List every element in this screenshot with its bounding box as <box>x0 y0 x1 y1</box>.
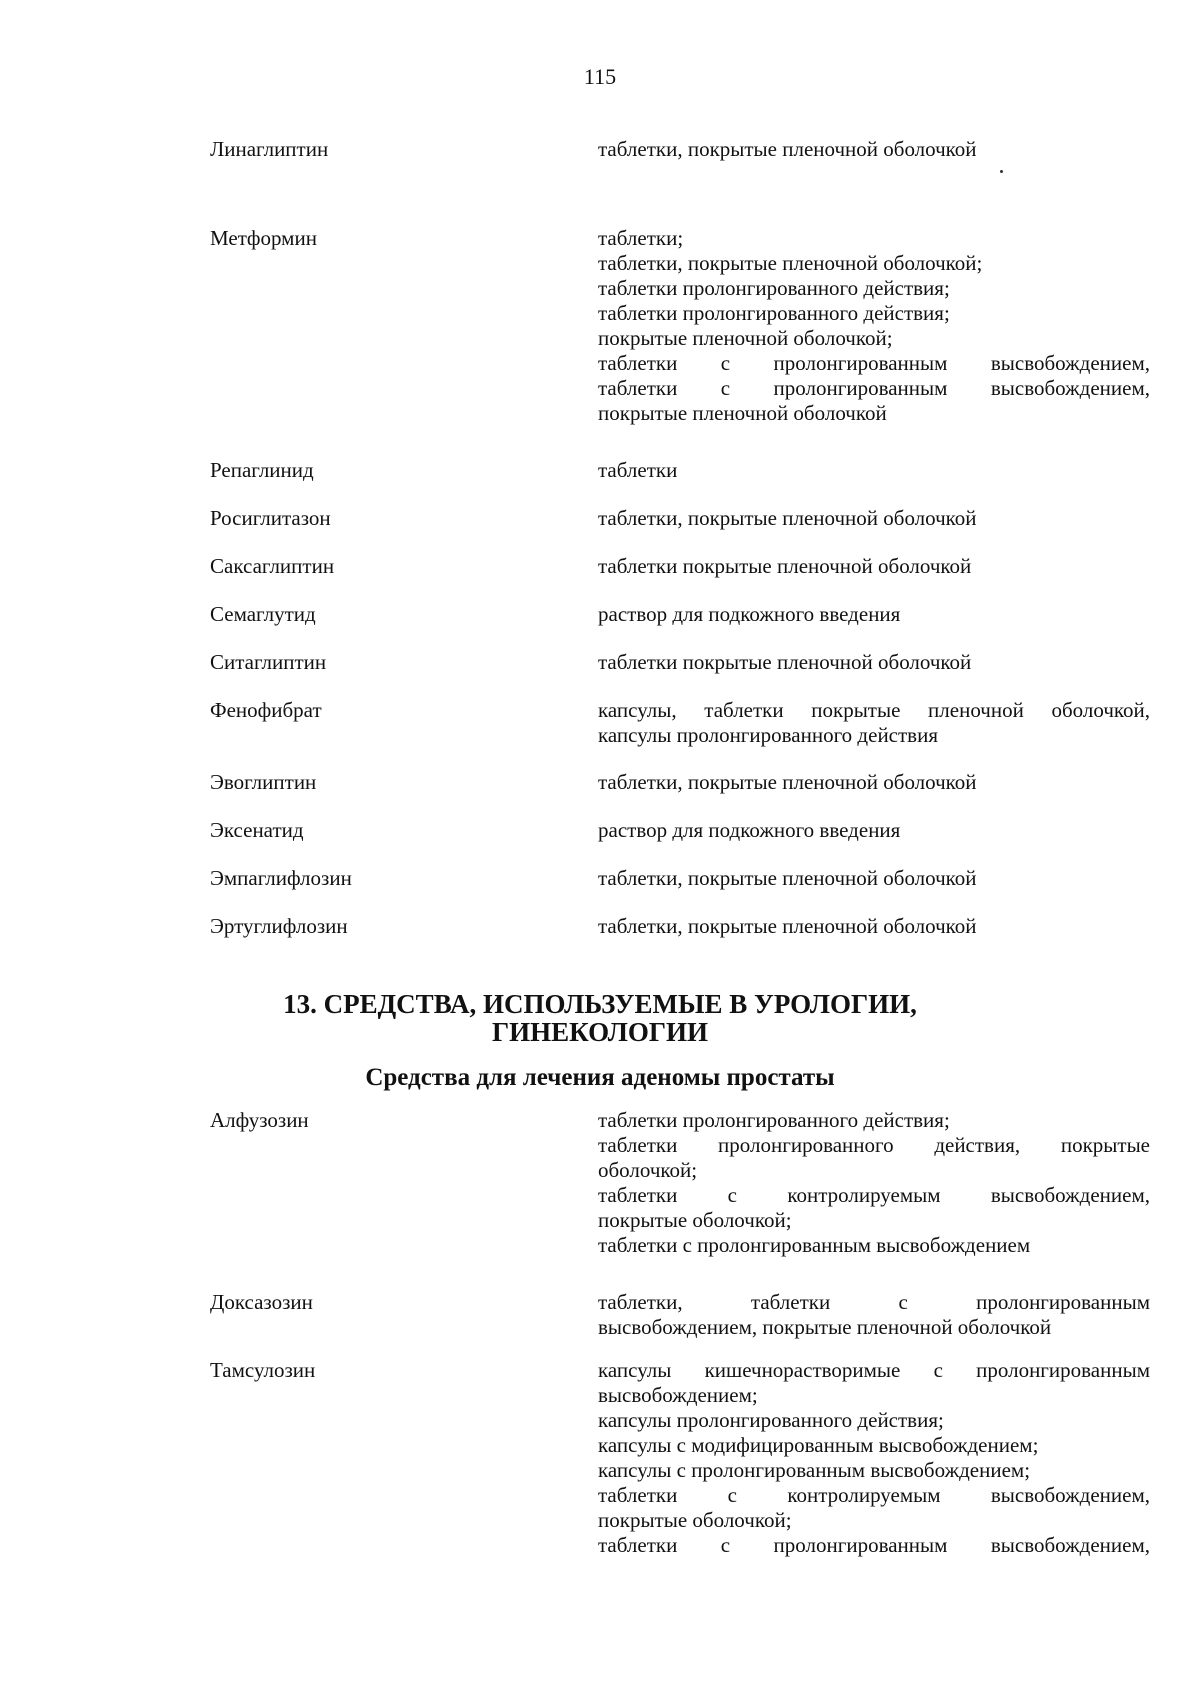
dosage-form-list <box>598 554 1150 579</box>
dosage-form-line: капсулы пролонгированного действия <box>598 723 938 747</box>
dosage-form-line: таблетки, покрытые пленочной оболочкой <box>598 914 977 938</box>
drug-name: Саксаглиптин <box>210 554 335 578</box>
dosage-form-line: таблетки с контролируемым высвобождением, <box>598 1483 1150 1507</box>
drug-name: Алфузозин <box>210 1108 309 1132</box>
drug-name: Метформин <box>210 226 317 250</box>
dosage-form-line: капсулы пролонгированного действия; <box>598 1408 944 1432</box>
dosage-form-line: таблетки <box>598 458 678 482</box>
dosage-form-line: покрытые пленочной оболочкой; <box>598 326 893 350</box>
dosage-form-line: таблетки пролонгированного действия, покрытые <box>598 1133 1150 1157</box>
dosage-form-line: покрытые пленочной оболочкой <box>598 401 887 425</box>
dosage-form-list <box>598 650 1150 675</box>
dosage-form-line: таблетки покрытые пленочной оболочкой <box>598 554 972 578</box>
section-title-line2: ГИНЕКОЛОГИИ <box>491 1017 709 1047</box>
section-title-line1: 13. СРЕДСТВА, ИСПОЛЬЗУЕМЫЕ В УРОЛОГИИ, <box>283 989 917 1019</box>
page-number: 115 <box>583 64 617 89</box>
dosage-form-line: покрытые оболочкой; <box>598 1208 792 1232</box>
drug-name: Эксенатид <box>210 818 304 842</box>
dosage-form-line: капсулы кишечнорастворимые с пролонгированным <box>598 1358 1150 1382</box>
dosage-form-line: таблетки пролонгированного действия; <box>598 1108 950 1132</box>
drug-name: Тамсулозин <box>210 1358 316 1382</box>
drug-name: Ситаглиптин <box>210 650 327 674</box>
scan-artifact-dot <box>1000 170 1003 173</box>
dosage-form-list <box>598 1108 1150 1258</box>
dosage-form-line: высвобождением; <box>598 1383 758 1407</box>
drug-name: Доксазозин <box>210 1290 313 1314</box>
dosage-form-list <box>598 137 1150 162</box>
drug-name: Эртуглифлозин <box>210 914 348 938</box>
drug-name: Эвоглиптин <box>210 770 317 794</box>
dosage-form-line: таблетки, покрытые пленочной оболочкой <box>598 866 977 890</box>
dosage-form-line: таблетки с пролонгированным высвобождением <box>598 1233 1031 1257</box>
dosage-form-line: таблетки с пролонгированным высвобождением, <box>598 1533 1150 1557</box>
drug-name: Росиглитазон <box>210 506 331 530</box>
dosage-form-line: капсулы с пролонгированным высвобождением; <box>598 1458 1031 1482</box>
dosage-form-line: капсулы, таблетки покрытые пленочной оболочкой, <box>598 698 1150 722</box>
dosage-form-line: таблетки; <box>598 226 684 250</box>
dosage-form-line: капсулы с модифицированным высвобождением; <box>598 1433 1039 1457</box>
dosage-form-list <box>598 818 1150 843</box>
dosage-form-list <box>598 458 1150 483</box>
dosage-form-line: таблетки, таблетки с пролонгированным <box>598 1290 1150 1314</box>
dosage-form-list <box>598 602 1150 627</box>
dosage-form-line: таблетки, покрытые пленочной оболочкой; <box>598 251 983 275</box>
subsection-title: Средства для лечения аденомы простаты <box>365 1064 835 1091</box>
dosage-form-line: таблетки с контролируемым высвобождением, <box>598 1183 1150 1207</box>
dosage-form-list <box>598 770 1150 795</box>
dosage-form-list <box>598 866 1150 891</box>
dosage-form-line: раствор для подкожного введения <box>598 818 901 842</box>
dosage-form-line: раствор для подкожного введения <box>598 602 901 626</box>
dosage-form-list <box>598 914 1150 939</box>
dosage-form-line: таблетки покрытые пленочной оболочкой <box>598 650 972 674</box>
drug-name: Семаглутид <box>210 602 316 626</box>
drug-name: Репаглинид <box>210 458 314 482</box>
dosage-form-list <box>598 1290 1150 1340</box>
dosage-form-list <box>598 226 1150 426</box>
dosage-form-list <box>598 506 1150 531</box>
dosage-form-line: таблетки пролонгированного действия; <box>598 301 950 325</box>
dosage-form-line: таблетки с пролонгированным высвобождением, <box>598 376 1150 400</box>
dosage-form-line: покрытые оболочкой; <box>598 1508 792 1532</box>
dosage-form-line: оболочкой; <box>598 1158 698 1182</box>
dosage-form-line: таблетки, покрытые пленочной оболочкой <box>598 137 977 161</box>
dosage-form-line: таблетки с пролонгированным высвобождением, <box>598 351 1150 375</box>
dosage-form-line: таблетки, покрытые пленочной оболочкой <box>598 506 977 530</box>
drug-name: Эмпаглифлозин <box>210 866 352 890</box>
dosage-form-list <box>598 698 1150 748</box>
dosage-form-line: высвобождением, покрытые пленочной оболочкой <box>598 1315 1052 1339</box>
drug-name: Фенофибрат <box>210 698 322 722</box>
dosage-form-line: таблетки, покрытые пленочной оболочкой <box>598 770 977 794</box>
drug-name: Линаглиптин <box>210 137 329 161</box>
dosage-form-line: таблетки пролонгированного действия; <box>598 276 950 300</box>
dosage-form-list <box>598 1358 1150 1558</box>
